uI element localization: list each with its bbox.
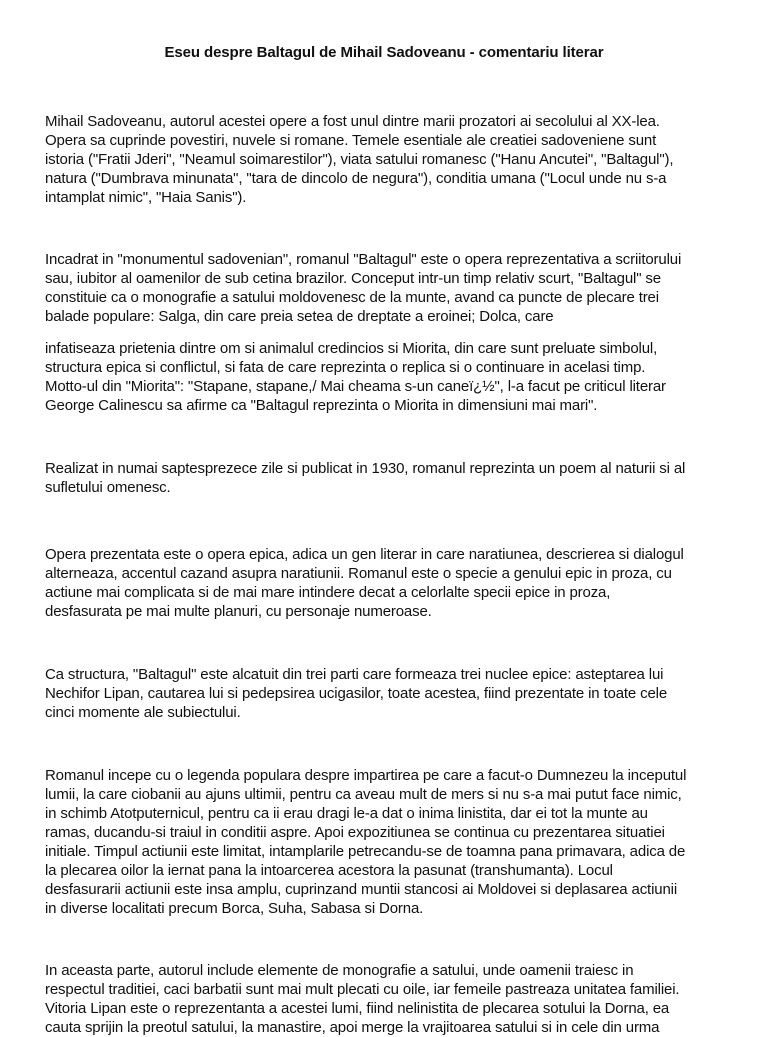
paragraph-8: In aceasta parte, autorul include elemente de monografie a satului, unde oamenii traiesc in respectul traditiei, caci barbatii sunt mai mult plecati cu oile, iar femeile pastreaza unitatea familiei. Vitoria Lipan este o reprezentanta a acestei lumi, fiind nelinistita de plecarea sotului la Dorna, ea cauta sprijin la preotul satului, la manastire, apoi merge la vrajitoarea satului si in cele din urma (45, 962, 680, 1036)
paragraph-5: Opera prezentata este o opera epica, adica un gen literar in care naratiunea, descrierea si dialogul alterneaza, accentul cazand asupra naratiunii. Romanul este o specie a genului epic in proza, cu actiune mai complicata si de mai mare intindere decat a celorlalte specii epice in proza, desfasurata pe mai multe planuri, cu personaje numeroase. (45, 546, 684, 620)
document-title: Eseu despre Baltagul de Mihail Sadoveanu - comentariu literar (164, 44, 604, 61)
paragraph-3: infatiseaza prietenia dintre om si animalul credincios si Miorita, din care sunt preluate simbolul, structura epica si conflictul, si fata de care reprezinta o replica si o continuare in acelasi timp. Motto-ul din "Miorita": "Stapane, stapane,/ Mai cheama s-un caneï¿½", l-a facut pe criticul literar George Calinescu sa afirme ca "Baltagul reprezinta o Miorita in dimensiuni mai mari". (45, 340, 666, 414)
paragraph-6: Ca structura, "Baltagul" este alcatuit din trei parti care formeaza trei nuclee epice: asteptarea lui Nechifor Lipan, cautarea lui si pedepsirea ucigasilor, toate acestea, fiind prezentate in toate cele cinci momente ale subiectului. (45, 666, 668, 721)
paragraph-4: Realizat in numai saptesprezece zile si publicat in 1930, romanul reprezinta un poem al naturii si al sufletului omenesc. (45, 460, 686, 496)
paragraph-2: Incadrat in "monumentul sadovenian", romanul "Baltagul" este o opera reprezentativa a scriitorului sau, iubitor al oamenilor de sub cetina brazilor. Conceput intr-un timp relativ scurt, "Baltagul" se constituie ca o monografie a satului moldovenesc de la munte, avand ca puncte de plecare trei balade populare: Salga, din care preia setea de dreptate a eroinei; Dolca, care (45, 251, 682, 325)
paragraph-1: Mihail Sadoveanu, autorul acestei opere a fost unul dintre marii prozatori ai secolului al XX-lea. Opera sa cuprinde povestiri, nuvele si romane. Temele esentiale ale creatiei sadoveniene sunt istoria ("Fratii Jderi", "Neamul soimarestilor"), viata satului romanesc ("Hanu Ancutei", "Baltagul"), natura ("Dumbrava minunata", "tara de dincolo de negura"), conditia umana ("Locul unde nu s-a intamplat nimic", "Haia Sanis"). (45, 113, 674, 206)
paragraph-7: Romanul incepe cu o legenda populara despre impartirea pe care a facut-o Dumnezeu la inceputul lumii, la care ciobanii au ajuns ultimii, pentru ca aveau mult de mers si nu s-a mai putut face nimic, in schimb Atotputernicul, pentru ca ii erau dragi le-a dat o inima linistita, dar ei tot la munte au ramas, ducandu-si traiul in conditii aspre. Apoi expozitiunea se continua cu prezentarea situatiei initiale. Timpul actiunii este limitat, intamplarile petrecandu-se de toamna pana primavara, adica de la plecarea oilor la iernat pana la intoarcerea acestora la pasunat (transhumanta). Locul desfasurarii actiunii este insa amplu, cuprinzand muntii stancosi ai Moldovei si deplasarea actiunii in diverse localitati precum Borca, Suha, Sabasa si Dorna. (45, 767, 687, 917)
